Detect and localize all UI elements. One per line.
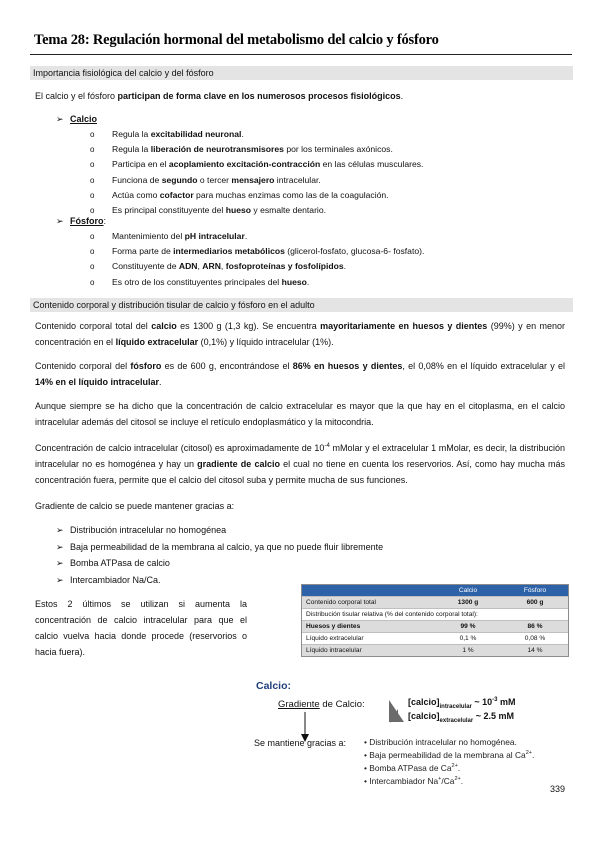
- intro-paragraph: El calcio y el fósforo participan de forma clave en los numerosos procesos fisiológicos.: [35, 91, 404, 101]
- paragraph-ultimos: Estos 2 últimos se utilizan si aumenta la concentración de calcio intracelular para que el calcio vuelva hacia donde procede (reservorios o hacia fuera).: [35, 599, 247, 657]
- list-item: o Es principal constituyente del hueso y esmalte dentario.: [90, 203, 560, 218]
- list-item: o Regula la liberación de neurotransmisores por los terminales axónicos.: [90, 142, 560, 157]
- section-header-importancia: Importancia fisiológica del calcio y del fósforo: [30, 66, 573, 80]
- table-row: Distribución tisular relativa (% del contenido corporal total):: [302, 608, 568, 620]
- gradient-wedge-icon: [389, 700, 404, 722]
- document-title: Tema 28: Regulación hormonal del metabolismo del calcio y fósforo: [34, 32, 439, 48]
- gradient-list: [56, 522, 383, 588]
- arrow-bullet-icon: ➢: [56, 574, 64, 585]
- arrow-bullet-icon: ➢: [56, 216, 64, 226]
- list-item: ➢ Baja permeabilidad de la membrana al calcio, ya que no puede fluir libremente: [56, 539, 383, 556]
- list-item: o Es otro de los constituyentes principales del hueso.: [90, 275, 560, 290]
- column-header-fosforo: Fósforo: [523, 587, 547, 594]
- table-row: Contenido corporal total 1300 g 600 g: [302, 596, 568, 608]
- table-row: Líquido extracelular 0,1 % 0,08 %: [302, 632, 568, 644]
- arrow-bullet-icon: ➢: [56, 114, 64, 124]
- section-header-contenido: Contenido corporal y distribución tisular de calcio y fósforo en el adulto: [30, 298, 573, 312]
- arrow-bullet-icon: ➢: [56, 541, 64, 552]
- list-item: • Intercambiador $Na^+/Ca^{2+}$.: [364, 775, 464, 786]
- paragraph-calcio-content: Contenido corporal total del calcio es 1300 g (1,3 kg). Se encuentra mayoritariamente en huesos y dientes (99%) y en menor concentración en el líquido extracelular (0,1%) y líquido intracelular (1%).: [35, 321, 566, 347]
- calcio-list: [90, 127, 560, 218]
- list-item: ➢ Bomba ATPasa de calcio: [56, 555, 383, 572]
- title-underline: [30, 54, 572, 55]
- page-number: 339: [550, 784, 566, 794]
- list-item: o Actúa como cofactor para muchas enzimas como las de la coagulación.: [90, 188, 560, 203]
- column-header-calcio: Calcio: [458, 587, 478, 594]
- arrow-bullet-icon: ➢: [56, 558, 64, 568]
- fosforo-heading: ➢ Fósforo:: [56, 214, 106, 229]
- paragraph-concentracion: Concentración de calcio intracelular (citosol) es aproximadamente de $10^{-4}$ mMolar y el extracelular 1 mMolar, es decir, la distribución intracelular no es homogénea y hay un gradiente de calcio el cual no tiene en cuenta los reservorios. Así, como hay mucha más concentración fuera, permite que el calcio del citosol suba y permite mucha de sus funciones.: [35, 443, 566, 485]
- calcio-heading: ➢ Calcio: [56, 112, 97, 127]
- diagram-title: Calcio:: [256, 680, 292, 692]
- list-item: o Funciona de segundo o tercer mensajero intracelular.: [90, 173, 560, 188]
- table-row: Líquido intracelular 1 % 14 %: [302, 644, 568, 656]
- list-item: • Bomba ATPasa de $Ca^{2+}$.: [364, 762, 461, 773]
- arrow-bullet-icon: ➢: [56, 525, 64, 535]
- distribution-table: [301, 584, 569, 657]
- equation-intracelular: $[calcio]_{intracelular}$ ~ $10^{-3}$ mM: [408, 697, 516, 710]
- diagram-maintain-label: Se mantiene gracias a:: [254, 738, 347, 748]
- paragraph-gradiente-intro: Gradiente de calcio se puede mantener gracias a:: [35, 501, 235, 511]
- equation-extracelular: $[calcio]_{extracelular}$ ~ 2.5 mM: [408, 711, 514, 724]
- list-item: o Constituyente de ADN, ARN, fosfoproteínas y fosfolípidos.: [90, 259, 560, 274]
- list-item: o Participa en el acoplamiento excitación-contracción en las células musculares.: [90, 157, 560, 172]
- list-item: ➢ Intercambiador Na/Ca.: [56, 572, 383, 589]
- list-item: o Regula la excitabilidad neuronal.: [90, 127, 560, 142]
- diagram-gradient-label: Gradiente de Calcio:: [278, 699, 365, 710]
- table-header-row: [302, 585, 568, 596]
- list-item: ➢ Distribución intracelular no homogénea: [56, 522, 383, 539]
- paragraph-extracelular: Aunque siempre se ha dicho que la concentración de calcio extracelular es mayor que la que hay en el citoplasma, en el calcio intracelular además del citosol se incluye el retículo endoplasmático y la mitocondria.: [35, 401, 565, 427]
- list-item: o Forma parte de intermediarios metabólicos (glicerol-fosfato, glucosa-6- fosfato).: [90, 244, 560, 259]
- list-item: o Mantenimiento del pH intracelular.: [90, 229, 560, 244]
- list-item: • Baja permeabilidad de la membrana al $Ca^{2+}$.: [364, 749, 535, 760]
- table-row: Huesos y dientes 99 % 86 %: [302, 620, 568, 632]
- calcio-diagram: [248, 680, 578, 790]
- diagram-bullet-list: [364, 737, 534, 786]
- list-item: • Distribución intracelular no homogénea.: [364, 737, 517, 747]
- fosforo-list: [90, 229, 560, 290]
- paragraph-fosforo-content: Contenido corporal del fósforo es de 600 g, encontrándose el 86% en huesos y dientes, el 0,08% en el líquido extracelular y el 14% en el líquido intracelular.: [35, 361, 566, 387]
